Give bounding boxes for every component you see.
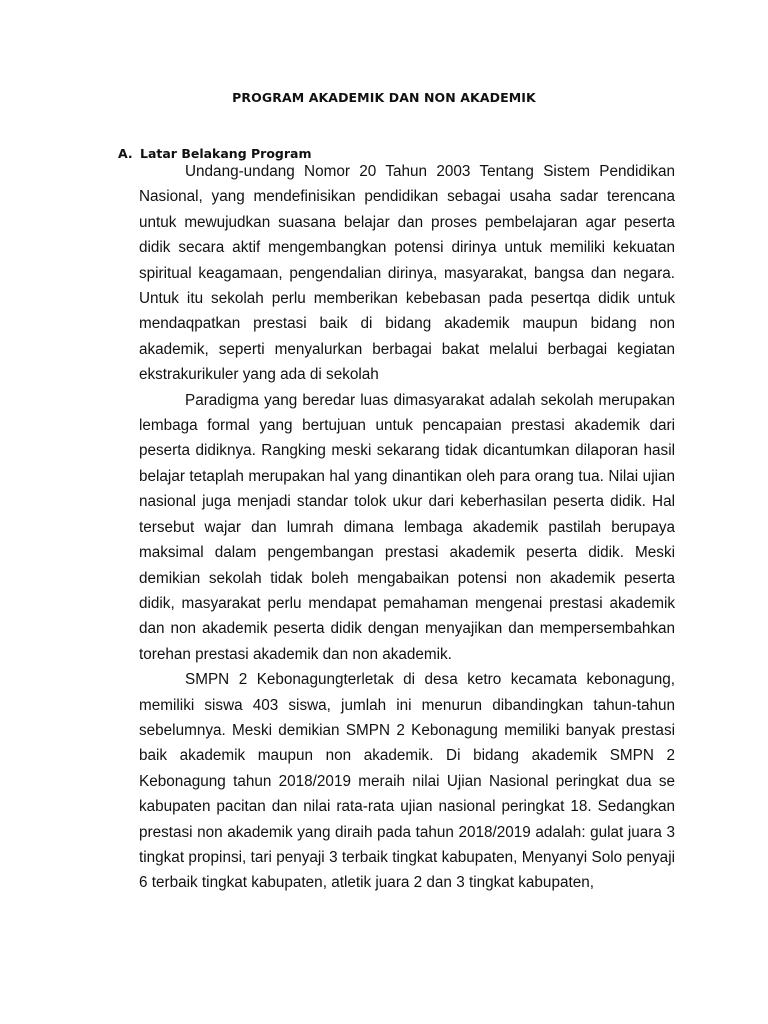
paragraph: SMPN 2 Kebonagungterletak di desa ketro kecamata kebonagung, memiliki siswa 403 siswa, jumlah ini menurun dibandingkan tahun-tahun sebelumnya. Meski demikian SMPN 2 Kebonagung memiliki banyak prestasi baik akademik maupun non akademik. Di bidang akademik SMPN 2 Kebonagung tahun 2018/2019 meraih nilai Ujian Nasional peringkat dua se kabupaten pacitan dan nilai rata-rata ujian nasional peringkat 18. Sedangkan prestasi non akademik yang diraih pada tahun 2018/2019 adalah: gulat juara 3 tingkat propinsi, tari penyaji 3 terbaik tingkat kabupaten, Menyanyi Solo penyaji 6 terbaik tingkat kabupaten, atletik juara 2 dan 3 tingkat kabupaten, <box>139 671 675 892</box>
section-letter: A. <box>118 146 133 161</box>
body-text <box>139 159 675 896</box>
paragraph: Paradigma yang beredar luas dimasyarakat adalah sekolah merupakan lembaga formal yang bertujuan untuk pencapaian prestasi akademik dari peserta didiknya. Rangking meski sekarang tidak dicantumkan dilaporan hasil belajar tetaplah merupakan hal yang dinantikan oleh para orang tua. Nilai ujian nasional juga menjadi standar tolok ukur dari keberhasilan peserta didik. Hal tersebut wajar dan lumrah dimana lembaga akademik pastilah berupaya maksimal dalam pengembangan prestasi akademik peserta didik. Meski demikian sekolah tidak boleh mengabaikan potensi non akademik peserta didik, masyarakat perlu mendapat pemahaman mengenai prestasi akademik dan non akademik peserta didik dengan menyajikan dan mempersembahkan torehan prestasi akademik dan non akademik. <box>139 391 675 663</box>
paragraph: Undang-undang Nomor 20 Tahun 2003 Tentang Sistem Pendidikan Nasional, yang mendefinisikan pendidikan sebagai usaha sadar terencana untuk mewujudkan suasana belajar dan proses pembelajaran agar peserta didik secara aktif mengembangkan potensi dirinya untuk memiliki kekuatan spiritual keagamaan, pengendalian dirinya, masyarakat, bangsa dan negara. Untuk itu sekolah perlu memberikan kebebasan pada pesertqa didik untuk mendaqpatkan prestasi baik di bidang akademik maupun bidang non akademik, seperti menyalurkan berbagai bakat melalui berbagai kegiatan ekstrakurikuler yang ada di sekolah <box>139 163 675 384</box>
section-heading-label: Latar Belakang Program <box>140 146 312 161</box>
document-title: PROGRAM AKADEMIK DAN NON AKADEMIK <box>232 90 536 105</box>
